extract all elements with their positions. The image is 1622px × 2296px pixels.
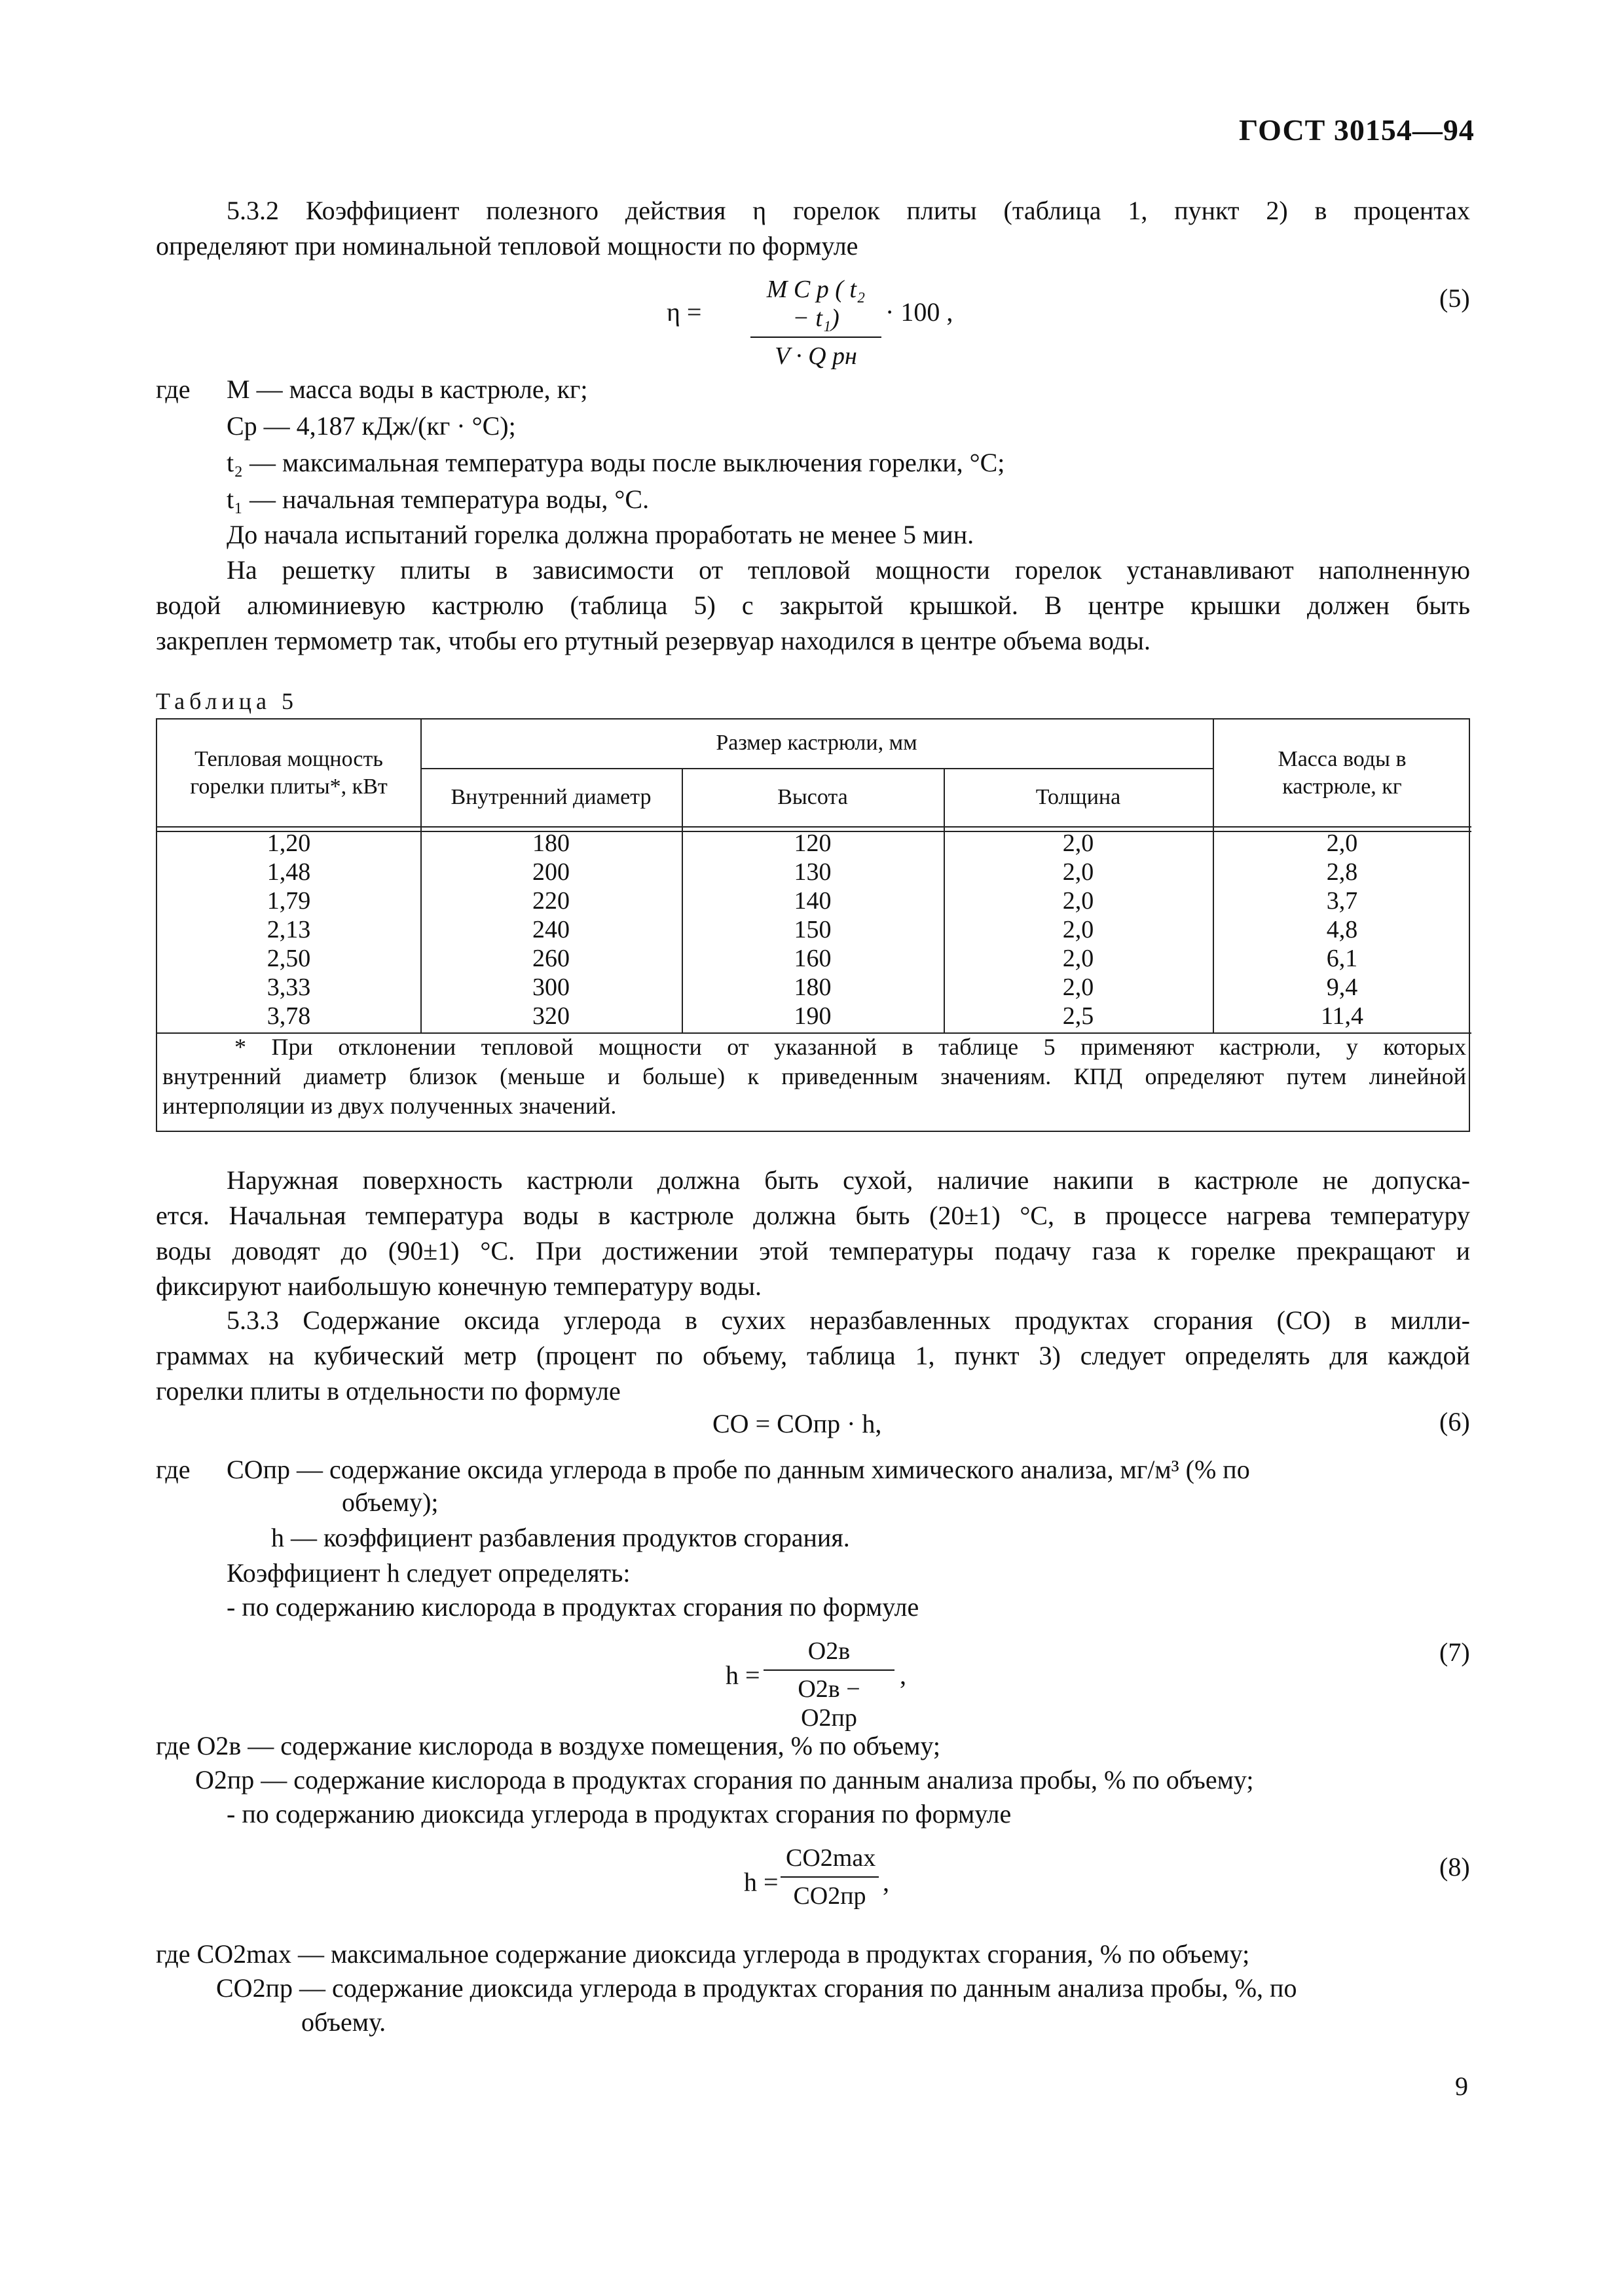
formula-8-lhs: h = [744,1867,779,1897]
where-6-h: h — коэффициент разбавления продуктов сгорания. [271,1523,850,1552]
where-6-co-pr-cont: объему); [342,1487,439,1517]
formula-7-numerator: O2в [764,1637,894,1671]
where-6-co-pr: СОпр — содержание оксида углерода в пробе по данным химического анализа, мг/м³ (% по [227,1455,1250,1484]
formula-7-lhs: h = [726,1660,760,1690]
where-6-coef: Коэффициент h следует определять: [227,1558,631,1588]
where-7-by-dioxide: - по содержанию диоксида углерода в продуктах сгорания по формуле [227,1799,1012,1829]
formula-8-fraction [781,1844,879,1910]
where-5-cp: Cр — 4,187 кДж/(кг · °С); [227,411,516,441]
paragraph-grid-line1: На решетку плиты в зависимости от тепловой мощности горелок устанавливают наполненную [227,555,1470,585]
where-8-co2pr-cont: объему. [301,2007,386,2037]
where-5-before-test: До начала испытаний горелка должна проработать не менее 5 мин. [227,520,974,549]
table-5 [156,718,1470,1132]
section-5-3-2-line1: 5.3.2 Коэффициент полезного действия η горелок плиты (таблица 1, пункт 2) в процентах [227,196,1470,225]
standard-header: ГОСТ 30154—94 [1239,113,1475,147]
paragraph-surface-line2: ется. Начальная температура воды в кастрюле должна быть (20±1) °С, в процессе нагрева температуру [156,1201,1470,1230]
paragraph-surface [156,1163,1470,1304]
section-5-3-2 [156,193,1470,264]
table-5-header-pot-size: Размер кастрюли, мм [716,731,917,755]
paragraph-surface-line4: фиксируют наибольшую конечную температуру воды. [156,1271,762,1301]
paragraph-grid-line3: закреплен термометр так, чтобы его ртутный резервуар находился в центре объема воды. [156,626,1151,655]
where-6-gde: где [156,1455,191,1484]
page-number: 9 [1455,2071,1468,2101]
section-5-3-3-line3: горелки плиты в отдельности по формуле [156,1376,621,1406]
where-5-m: M — масса воды в кастрюле, кг; [227,374,588,404]
formula-7-tail: , [900,1660,906,1690]
section-5-3-3-line1: 5.3.3 Содержание оксида углерода в сухих неразбавленных продуктах сгорания (СО) в милли- [227,1305,1470,1335]
table-5-header-water-mass: Масса воды в кастрюле, кг [1278,747,1407,799]
table-5-header-inner-diameter: Внутренний диаметр [451,785,652,809]
where-5-t2: t₂ — максимальная температура воды после выключения горелки, °С; [227,448,1005,477]
formula-8-number: (8) [1439,1852,1470,1882]
where-5-gde: где [156,374,191,404]
formula-6: СО = СОпр · h, [712,1409,882,1438]
formula-8-numerator: CO2max [781,1844,879,1878]
formula-5-numerator: M C р ( t₂ − t₁) [750,275,881,338]
formula-6-number: (6) [1439,1407,1470,1436]
formula-7-number: (7) [1439,1637,1470,1667]
paragraph-surface-line3: воды доводят до (90±1) °С. При достижении этой температуры подачу газа к горелке прекращают и [156,1236,1470,1266]
where-7-o2pr: O2пр — содержание кислорода в продуктах сгорания по данным анализа пробы, % по объему; [195,1765,1254,1795]
table-5-footnote-line3: интерполяции из двух полученных значений. [162,1093,617,1119]
formula-5-fraction [750,275,881,371]
table-5-header-thickness: Толщина [1035,785,1121,809]
table-5-footnote [157,1032,1471,1121]
table-5-col-thickness: 2,0 2,0 2,0 2,0 2,0 2,0 2,5 [1062,829,1094,1030]
where-6-by-oxygen: - по содержанию кислорода в продуктах сгорания по формуле [227,1592,919,1622]
where-8-co2pr: CO2пр — содержание диоксида углерода в продуктах сгорания по данным анализа пробы, %, по [216,1973,1297,2003]
table-5-footnote-line1: * При отклонении тепловой мощности от указанной в таблице 5 применяют кастрюли, у которых [234,1034,1466,1060]
formula-7-fraction [764,1637,894,1732]
table-5-col-height: 120 130 140 150 160 180 190 [794,829,832,1030]
table-5-col-power: 1,20 1,48 1,79 2,13 2,50 3,33 3,78 [267,829,311,1030]
where-5-t1: t₁ — начальная температура воды, °С. [227,484,650,514]
table-5-footnote-line2: внутренний диаметр близок (меньше и больше) к приведенным значениям. КПД определяют путем линейной [162,1063,1466,1089]
paragraph-grid [156,553,1470,659]
table-5-header-height: Высота [777,785,848,809]
formula-8-tail: , [883,1867,889,1897]
where-7-o2v: где O2в — содержание кислорода в воздухе помещения, % по объему; [156,1731,941,1760]
table-5-caption: Таблица 5 [156,688,298,714]
paragraph-surface-line1: Наружная поверхность кастрюли должна быть сухой, наличие накипи в кастрюле не допуска- [227,1165,1470,1195]
section-5-3-2-line2: определяют при номинальной тепловой мощности по формуле [156,231,858,261]
section-5-3-3-line2: граммах на кубический метр (процент по объему, таблица 1, пункт 3) следует определять для каждой [156,1341,1470,1370]
formula-5-tail: · 100 , [885,297,953,327]
table-5-col-mass: 2,0 2,8 3,7 4,8 6,1 9,4 11,4 [1320,829,1364,1030]
formula-8-denominator: CO2пр [793,1882,866,1910]
table-5-header-power: Тепловая мощность горелки плиты*, кВт [190,747,388,799]
formula-5-lhs: η = [667,297,702,327]
formula-5-number: (5) [1439,283,1470,313]
table-5-col-diameter: 180 200 220 240 260 300 320 [532,829,570,1030]
formula-7-denominator: O2в − O2пр [798,1675,860,1732]
formula-5-denominator: V · Q рн [775,342,857,370]
section-5-3-3 [156,1303,1470,1409]
paragraph-grid-line2: водой алюминиевую кастрюлю (таблица 5) с закрытой крышкой. В центре крышки должен быть [156,591,1470,620]
where-8-co2max: где CO2max — максимальное содержание диоксида углерода в продуктах сгорания, % по объему; [156,1939,1250,1969]
